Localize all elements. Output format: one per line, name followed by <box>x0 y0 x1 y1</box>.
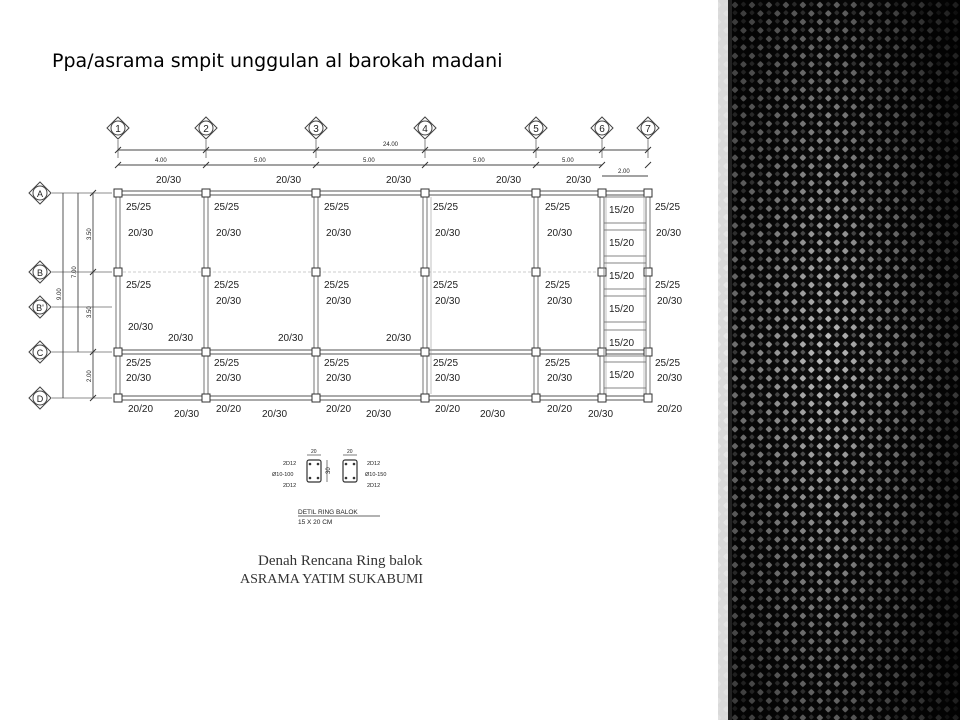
slide-title: Ppa/asrama smpit unggulan al barokah madani <box>52 50 503 72</box>
column-node <box>421 394 429 402</box>
column-label: 25/25 <box>126 202 152 213</box>
section-caption: DETIL RING BALOK <box>298 509 358 516</box>
beam-label: 20/30 <box>168 333 194 344</box>
grid-row-label: B' <box>36 303 44 313</box>
column-node <box>114 268 122 276</box>
column-node <box>532 268 540 276</box>
beam-label: 20/30 <box>326 373 352 384</box>
column-label: 25/25 <box>214 280 240 291</box>
column-node <box>421 268 429 276</box>
column-node <box>421 348 429 356</box>
section-width-text: 20 <box>311 449 317 455</box>
beam-label: 20/30 <box>216 296 242 307</box>
column-node <box>644 268 652 276</box>
beam-label: 20/20 <box>216 404 242 415</box>
column-label: 25/25 <box>433 358 459 369</box>
column-label: 25/25 <box>655 280 681 291</box>
vertical-sub-text: 7.00 <box>72 266 78 278</box>
plan-title: Denah Rencana Ring balok <box>258 553 423 569</box>
beam-label: 20/30 <box>435 373 461 384</box>
beam-label: 20/30 <box>435 228 461 239</box>
grid-column-label: 1 <box>115 124 121 135</box>
rebar-dot <box>345 477 348 480</box>
overall-dimension-text: 24.00 <box>383 142 399 148</box>
column-node <box>312 189 320 197</box>
beam-label: 20/30 <box>547 373 573 384</box>
column-label: 25/25 <box>655 358 681 369</box>
beam-label: 20/30 <box>588 409 614 420</box>
beam-label: 20/30 <box>480 409 506 420</box>
rebar-dot <box>353 463 356 466</box>
beam-label: 20/30 <box>566 175 592 186</box>
beam-label: 20/30 <box>156 175 182 186</box>
column-label: 25/25 <box>655 202 681 213</box>
grid-column-label: 4 <box>422 124 428 135</box>
vertical-dim-text: 3.50 <box>87 228 93 240</box>
vertical-dim-text: 2.00 <box>87 370 93 382</box>
bay-label: 15/20 <box>609 338 635 349</box>
beam-label: 20/30 <box>126 373 152 384</box>
column-label: 25/25 <box>214 358 240 369</box>
column-label: 25/25 <box>324 358 350 369</box>
grid-column-label: 2 <box>203 124 209 135</box>
beam-label: 20/30 <box>435 296 461 307</box>
beam-label: 20/30 <box>496 175 522 186</box>
column-node <box>312 394 320 402</box>
beam-label: 20/30 <box>174 409 200 420</box>
column-label: 25/25 <box>545 280 571 291</box>
column-node <box>532 189 540 197</box>
grid-row-label: A <box>36 189 44 199</box>
beam-label: 20/20 <box>657 404 683 415</box>
beam-label: 20/30 <box>262 409 288 420</box>
vertical-total-text: 9.00 <box>57 288 63 300</box>
section-width-text: 20 <box>347 449 353 455</box>
rebar-dot <box>345 463 348 466</box>
column-node <box>312 348 320 356</box>
grid-row-label: C <box>36 348 44 358</box>
section-bar-text: 2D12 <box>283 461 297 467</box>
bay-label: 15/20 <box>609 238 635 249</box>
beam-label: 20/30 <box>128 228 154 239</box>
column-node <box>598 268 606 276</box>
beam-label: 20/30 <box>216 228 242 239</box>
column-node <box>114 189 122 197</box>
rebar-dot <box>309 477 312 480</box>
column-node <box>421 189 429 197</box>
column-node <box>644 189 652 197</box>
span-dimension-text: 5.00 <box>254 158 266 164</box>
rebar-dot <box>317 477 320 480</box>
column-node <box>644 394 652 402</box>
column-node <box>532 348 540 356</box>
column-node <box>644 348 652 356</box>
beam-label: 20/20 <box>326 404 352 415</box>
section-stirrup-text: Ø10-150 <box>365 472 387 478</box>
span-dimension-text: 4.00 <box>155 158 167 164</box>
grid-row-label: B <box>36 268 44 278</box>
section-height-text: 30 <box>326 467 332 474</box>
bay-label: 15/20 <box>609 271 635 282</box>
plan-subtitle: ASRAMA YATIM SUKABUMI <box>240 572 424 587</box>
column-node <box>532 394 540 402</box>
grid-column-label: 6 <box>599 124 605 135</box>
grid-column-label: 5 <box>533 124 539 135</box>
grid-column-label: 3 <box>313 124 319 135</box>
column-label: 25/25 <box>433 280 459 291</box>
beam-label: 20/30 <box>278 333 304 344</box>
bay-label: 15/20 <box>609 304 635 315</box>
grid-column-label: 7 <box>645 124 651 135</box>
rebar-dot <box>353 477 356 480</box>
column-label: 25/25 <box>126 280 152 291</box>
rebar-dot <box>317 463 320 466</box>
beam-label: 20/30 <box>547 228 573 239</box>
beam-label: 20/30 <box>326 296 352 307</box>
column-label: 25/25 <box>545 202 571 213</box>
bay-label: 15/20 <box>609 205 635 216</box>
beam-label: 20/30 <box>386 175 412 186</box>
column-label: 25/25 <box>433 202 459 213</box>
column-node <box>598 394 606 402</box>
span-dimension-text: 5.00 <box>473 158 485 164</box>
column-node <box>312 268 320 276</box>
column-label: 25/25 <box>545 358 571 369</box>
column-label: 25/25 <box>324 202 350 213</box>
beam-label: 20/30 <box>657 296 683 307</box>
bay-label: 15/20 <box>609 370 635 381</box>
beam-label: 20/30 <box>366 409 392 420</box>
rebar-dot <box>309 463 312 466</box>
column-node <box>202 189 210 197</box>
beam-label: 20/20 <box>435 404 461 415</box>
section-bar-text: 2D12 <box>367 483 381 489</box>
beam-label: 20/30 <box>386 333 412 344</box>
column-node <box>202 394 210 402</box>
beam-label: 20/30 <box>216 373 242 384</box>
beam-label: 20/30 <box>128 322 154 333</box>
column-node <box>598 348 606 356</box>
column-label: 25/25 <box>324 280 350 291</box>
grid-row-label: D <box>36 394 44 404</box>
section-size-text: 15 X 20 CM <box>298 519 333 526</box>
vertical-dim-text: 3.50 <box>87 306 93 318</box>
beam-label: 20/20 <box>128 404 154 415</box>
column-node <box>598 189 606 197</box>
sub-dimension-text: 2.00 <box>618 169 630 175</box>
beam-label: 20/30 <box>656 228 682 239</box>
section-bar-text: 2D12 <box>367 461 381 467</box>
beam-label: 20/30 <box>547 296 573 307</box>
section-bar-text: 2D12 <box>283 483 297 489</box>
section-stirrup-text: Ø10-100 <box>272 472 294 478</box>
beam-label: 20/20 <box>547 404 573 415</box>
column-label: 25/25 <box>126 358 152 369</box>
column-label: 25/25 <box>214 202 240 213</box>
dimension-tick <box>645 162 651 168</box>
column-node <box>202 348 210 356</box>
beam-label: 20/30 <box>276 175 302 186</box>
column-node <box>114 348 122 356</box>
column-node <box>114 394 122 402</box>
column-node <box>202 268 210 276</box>
span-dimension-text: 5.00 <box>562 158 574 164</box>
span-dimension-text: 5.00 <box>363 158 375 164</box>
carbon-fiber-side-panel <box>718 0 960 720</box>
beam-label: 20/30 <box>326 228 352 239</box>
beam-label: 20/30 <box>657 373 683 384</box>
